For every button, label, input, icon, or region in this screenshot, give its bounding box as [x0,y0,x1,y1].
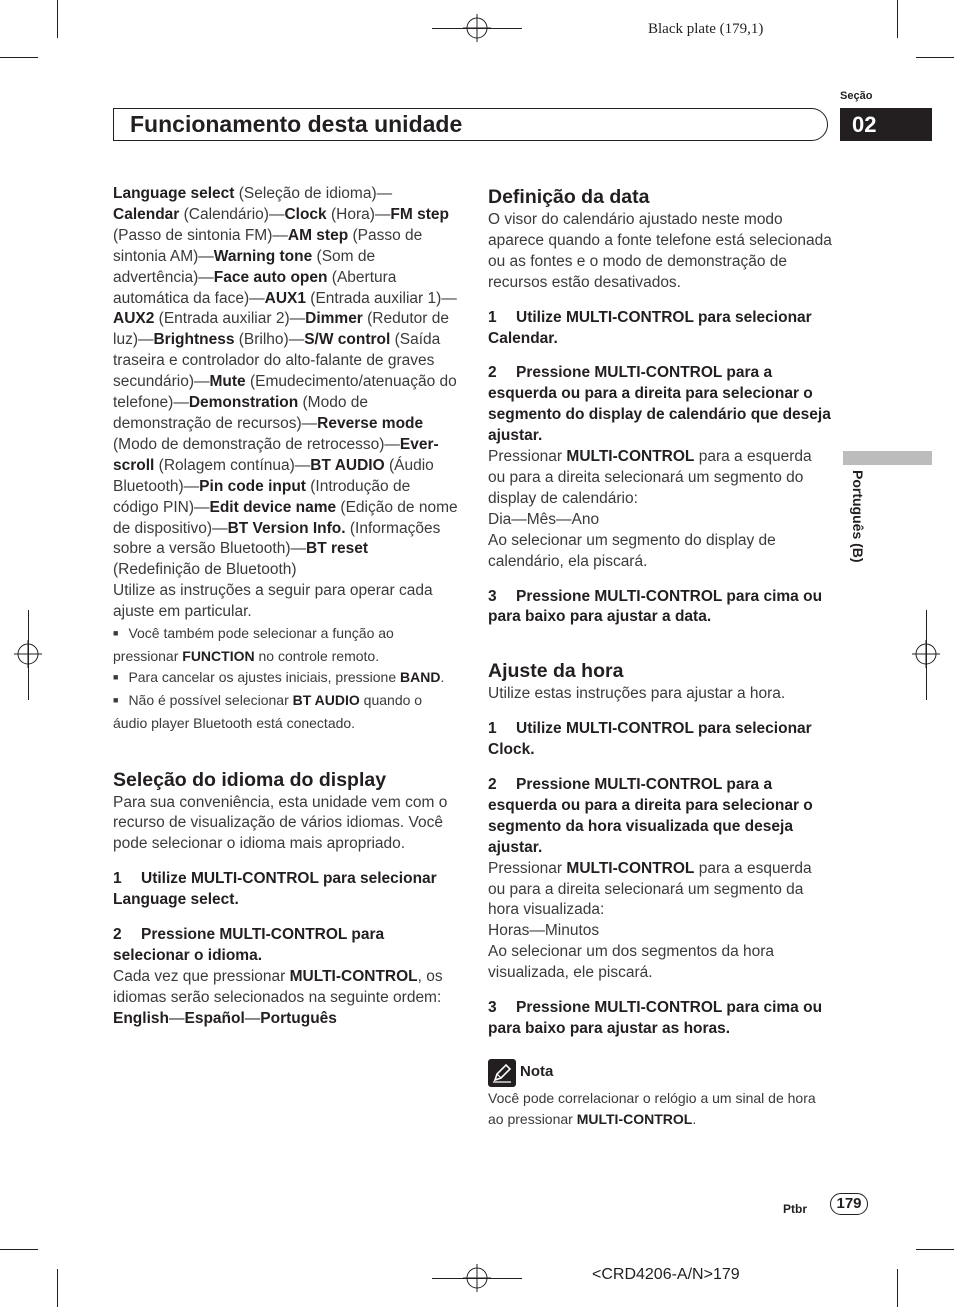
bold-term: AM step [287,226,349,244]
instructions-text: Utilize as instruções a seguir para operar cada ajuste em particular. [113,582,433,621]
step-number: 3 [488,999,497,1017]
bold-term: Mute [209,373,246,391]
step-text: Pressione MULTI-CONTROL para cima ou para baixo para ajustar a data. [488,587,823,626]
crop-mark [916,57,954,58]
bold-term: Pin code input [199,477,306,495]
note-label: Nota [520,1063,554,1081]
section-heading: Definição da data [488,186,650,208]
crop-mark [57,0,58,38]
registration-line [28,610,29,700]
bold-term: AUX1 [264,289,306,307]
bold-term: Demonstration [188,394,299,412]
section-number: 02 [852,112,877,137]
section-number-badge [840,108,932,141]
step-number: 1 [488,720,497,738]
note-item: ■ Não é possível selecionar BT AUDIO quando o áudio player Bluetooth está conectado. [113,690,458,734]
bold-term: Ever-scroll [113,435,439,474]
step-text: Pressione MULTI-CONTROL para cima ou para baixo para ajustar as horas. [488,999,823,1037]
step-body: Cada vez que pressionar MULTI-CONTROL, os idiomas serão selecionados na seguinte ordem: [113,967,443,1006]
section-label: Seção [840,90,873,102]
blink-text: Ao selecionar um dos segmentos da hora visualizada, ele piscará. [488,943,775,982]
bold-term: Calendar [113,205,180,223]
step-number: 2 [113,926,122,944]
language-tab-label: Português (B) [850,470,866,563]
registration-line [926,610,927,700]
section-heading: Ajuste da hora [488,660,624,683]
crop-mark [897,1269,898,1307]
step-number: 3 [488,587,497,605]
language-tab [843,451,932,465]
step-text: Utilize MULTI-CONTROL para selecionar Language select. [113,870,437,909]
pencil-note-icon [488,1059,516,1087]
bold-term: Edit device name [209,498,337,516]
crop-mark [57,1269,58,1307]
bold-term: English [113,1009,169,1027]
language-order: English—Español—Português [113,1009,337,1027]
note-item: ■ Para cancelar os ajustes iniciais, pressione BAND. [113,667,458,690]
step-number: 1 [113,870,122,888]
bold-term: Warning tone [213,247,313,265]
step-2 [488,775,833,859]
bold-term: Português [260,1009,337,1027]
bold-term: Face auto open [213,268,328,286]
step-2 [113,925,458,967]
registration-line [432,1278,522,1279]
step-3 [488,998,833,1040]
bold-term: S/W control [304,331,391,349]
step-text: Utilize MULTI-CONTROL para selecionar Clock. [488,720,812,759]
step-text: Pressione MULTI-CONTROL para a esquerda ou para a direita para selecionar o segmento da hora visualizada que deseja ajustar. [488,776,813,856]
bold-term: BAND [400,668,441,685]
section-intro: Para sua conveniência, esta unidade vem com o recurso de visualização de vários idiomas. Você pode selecionar o idioma mais apropriado. [113,793,448,853]
crop-mark [0,57,38,58]
note-item: ■ Você também pode selecionar a função ao pressionar FUNCTION no controle remoto. [113,623,458,667]
bold-term: Language select [113,185,235,202]
segment-order: Horas—Minutos [488,922,600,940]
step-number: 2 [488,776,497,794]
note-header [488,1058,833,1088]
bold-term: MULTI-CONTROL [566,448,695,466]
bold-term: Brightness [153,331,235,349]
step-body: Pressionar MULTI-CONTROL para a esquerda ou para a direita selecionará um segmento da hora visualizada: [488,859,812,919]
section-intro: O visor do calendário ajustado neste modo aparece quando a fonte telefone está selecionada ou as fontes e o modo de demonstração de recursos estão desativados. [488,211,832,291]
bold-term: MULTI-CONTROL [566,859,695,877]
plate-label: Black plate (179,1) [648,21,764,37]
step-1 [488,308,833,350]
step-text: Utilize MULTI-CONTROL para selecionar Calendar. [488,308,812,347]
step-1 [488,719,833,761]
step-number: 2 [488,364,497,382]
crop-mark [916,1249,954,1250]
bold-term: MULTI-CONTROL [576,1110,693,1127]
settings-list: Language select (Seleção de idioma)—Calendar (Calendário)—Clock (Hora)—FM step (Passo de sintonia FM)—AM step (Passo de sintonia AM)—Warning tone (Som de advertência)—Face auto open (Abertura automática da face)—AUX1 (Entrada auxiliar 1)—AUX2 (Entrada auxiliar 2)—Dimmer (Redutor de luz)—Brightness (Brilho)—S/W control (Saída traseira e controlador do alto-falante de graves secundário)—Mute (Emudecimento/atenuação do telefone)—Demonstration (Modo de demonstração de recursos)—Reverse mode (Modo de demonstração de retrocesso)—Ever-scroll (Rolagem contínua)—BT AUDIO (Áudio Bluetooth)—Pin code input (Introdução de código PIN)—Edit device name (Edição de nome de dispositivo)—BT Version Info. (Informações sobre a versão Bluetooth)—BT reset (Redefinição de Bluetooth) [113,185,458,579]
bold-term: FUNCTION [182,647,255,664]
bold-term: BT reset [306,540,369,558]
registration-line [432,28,522,29]
right-column [488,184,833,1130]
crop-mark [897,0,898,38]
step-number: 1 [488,308,497,326]
bold-term: FM step [390,205,449,223]
bold-term: AUX2 [113,310,155,328]
left-column [113,184,458,1030]
bold-term: BT Version Info. [227,519,346,537]
blink-text: Ao selecionar um segmento do display de calendário, ela piscará. [488,531,776,570]
step-text: Pressione MULTI-CONTROL para a esquerda ou para a direita para selecionar o segmento do display de calendário que deseja ajustar. [488,364,831,445]
step-1 [113,869,458,911]
note-body: Você pode correlacionar o relógio a um sinal de hora ao pressionar MULTI-CONTROL. [488,1089,816,1127]
document-code: <CRD4206-A/N>179 [592,1266,740,1283]
step-2 [488,363,833,447]
bold-term: Reverse mode [317,414,424,432]
segment-order: Dia—Mês—Ano [488,510,600,528]
bold-term: BT AUDIO [292,691,360,708]
step-text: Pressione MULTI-CONTROL para selecionar o idioma. [113,926,385,964]
crop-mark [0,1249,38,1250]
bold-term: MULTI-CONTROL [289,967,418,985]
bold-term: Español [184,1009,245,1027]
bold-term: BT AUDIO [310,456,385,474]
page-title: Funcionamento desta unidade [130,111,463,137]
page-number: 179 [830,1193,868,1215]
bold-term: Dimmer [305,310,363,328]
section-intro: Utilize estas instruções para ajustar a hora. [488,685,786,703]
section-heading: Seleção do idioma do display [113,768,387,791]
bold-term: Clock [284,205,327,223]
step-3 [488,587,833,629]
locale-label: Ptbr [783,1202,807,1216]
step-body: Pressionar MULTI-CONTROL para a esquerda ou para a direita selecionará um segmento do display de calendário: [488,448,812,507]
